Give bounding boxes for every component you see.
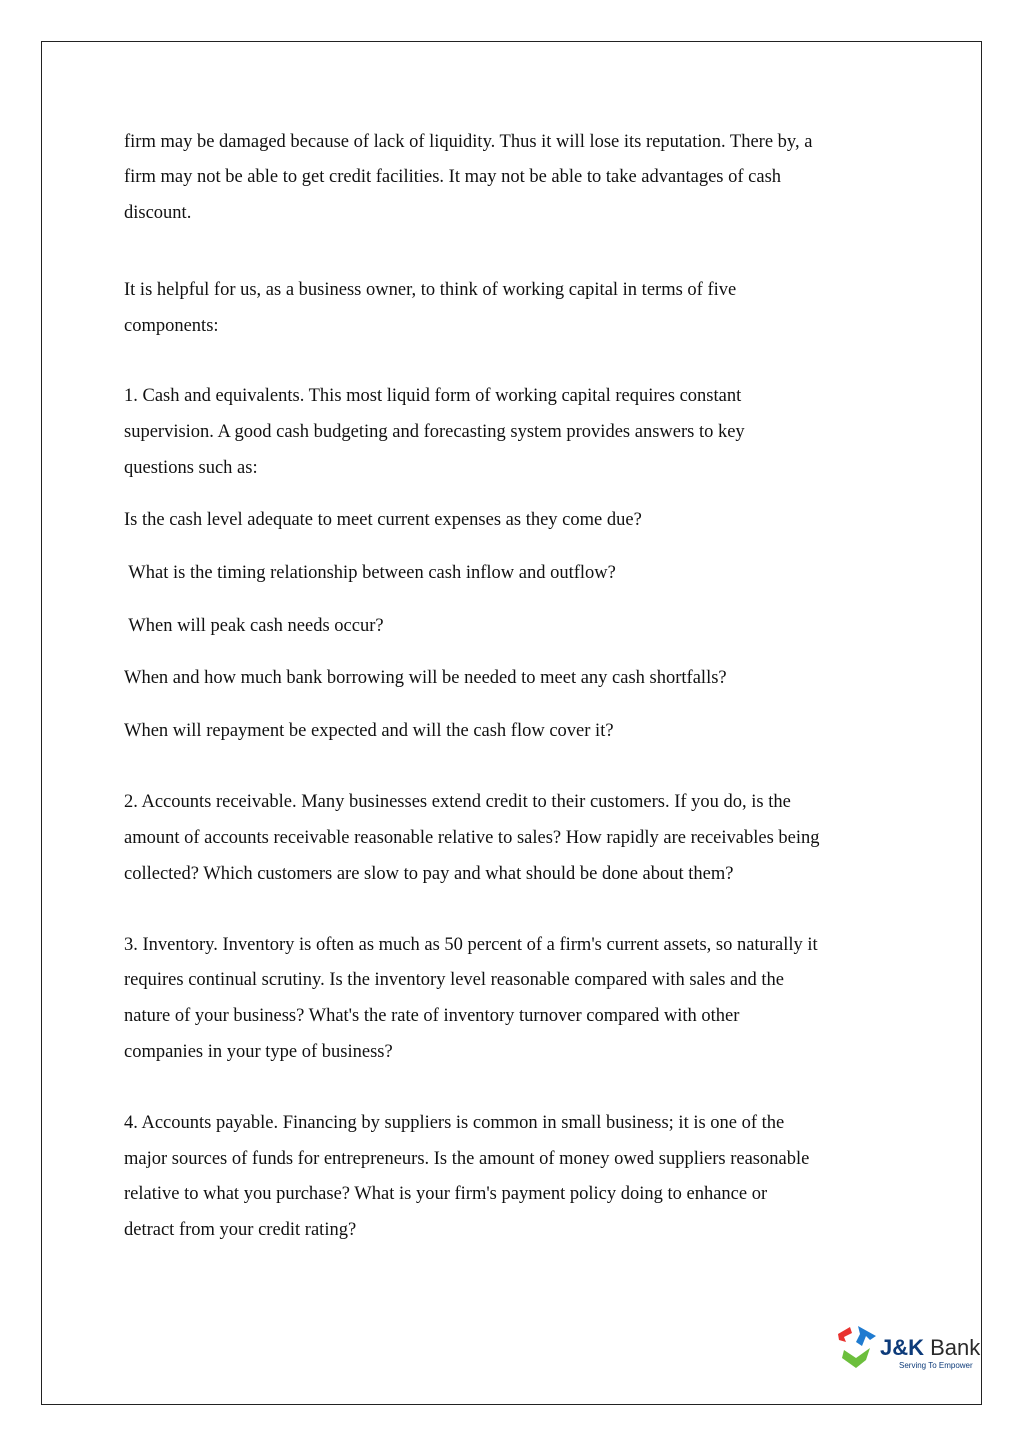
logo-red-arrow [838,1327,852,1342]
paragraph-line: collected? Which customers are slow to pay and what should be done about them? [124,864,734,884]
list-item-inventory: 3. Inventory. Inventory is often as much as 50 percent of a firm's current assets, so naturally it [124,935,818,955]
paragraph-line: requires continual scrutiny. Is the inventory level reasonable compared with sales and the [124,970,784,990]
paragraph-line: It is helpful for us, as a business owner, to think of working capital in terms of five [124,280,737,300]
paragraph-line: questions such as: [124,458,258,478]
paragraph-line: nature of your business? What's the rate of inventory turnover compared with other [124,1006,740,1026]
question-line: When and how much bank borrowing will be needed to meet any cash shortfalls? [124,668,727,688]
list-item-accounts-payable: 4. Accounts payable. Financing by suppliers is common in small business; it is one of the [124,1113,785,1133]
logo-brand-bold: J&K [880,1335,925,1360]
question-line: When will repayment be expected and will the cash flow cover it? [124,721,614,741]
logo-green-arrow [842,1348,870,1368]
jk-bank-logo-mark-icon [836,1324,880,1370]
logo-tagline: Serving To Empower [899,1361,973,1370]
paragraph-line: components: [124,316,219,336]
jk-bank-logo [836,1324,982,1376]
question-line: Is the cash level adequate to meet current expenses as they come due? [124,510,642,530]
paragraph-line: supervision. A good cash budgeting and forecasting system provides answers to key [124,422,745,442]
question-line: When will peak cash needs occur? [124,616,384,636]
paragraph-line: companies in your type of business? [124,1042,393,1062]
paragraph-line: detract from your credit rating? [124,1220,357,1240]
paragraph-line: relative to what you purchase? What is your firm's payment policy doing to enhance or [124,1184,768,1204]
paragraph-line: major sources of funds for entrepreneurs. Is the amount of money owed suppliers reasonable [124,1149,810,1169]
logo-brand-light: Bank [924,1335,981,1360]
paragraph-line: amount of accounts receivable reasonable relative to sales? How rapidly are receivables being [124,828,820,848]
paragraph-line: firm may be damaged because of lack of liquidity. Thus it will lose its reputation. There by, a [124,132,813,152]
question-line: What is the timing relationship between cash inflow and outflow? [124,563,616,583]
paragraph-line: discount. [124,203,192,223]
logo-blue-arrow [856,1326,876,1346]
list-item-cash: 1. Cash and equivalents. This most liquid form of working capital requires constant [124,386,742,406]
logo-wordmark [880,1336,980,1360]
list-item-accounts-receivable: 2. Accounts receivable. Many businesses extend credit to their customers. If you do, is the [124,792,791,812]
paragraph-line: firm may not be able to get credit facilities. It may not be able to take advantages of cash [124,167,782,187]
